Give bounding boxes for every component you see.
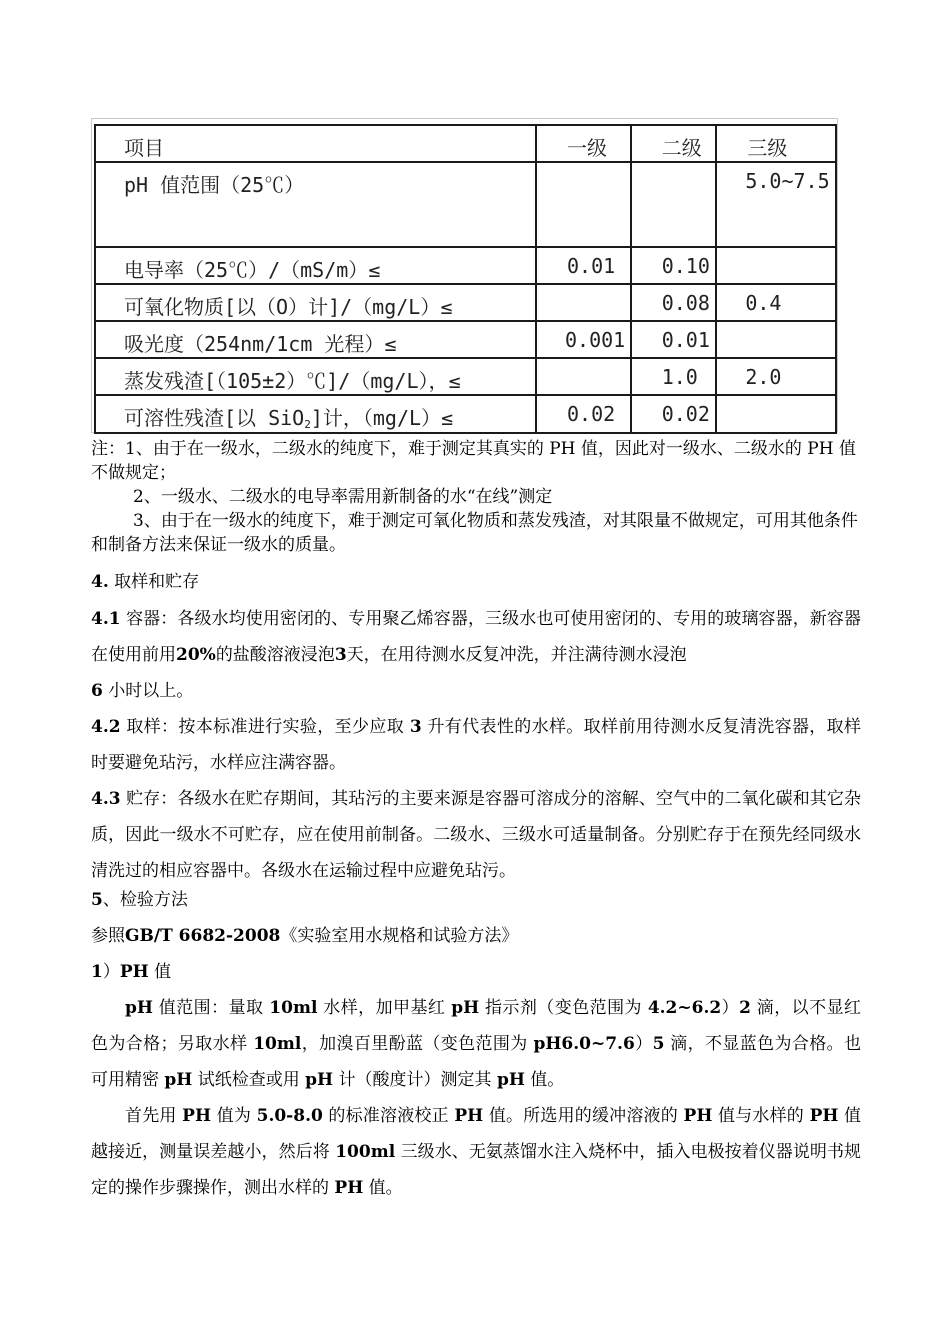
text-bold: pH — [451, 998, 480, 1018]
text-bold: PH — [182, 1106, 212, 1126]
table-notes — [91, 437, 861, 557]
text-bold: 5 — [652, 1034, 665, 1054]
note-1: 注：1、由于在一级水，二级水的纯度下，难于测定其真实的 PH 值，因此对一级水、二级水的 PH 值不做规定； — [91, 439, 856, 483]
note-3 — [91, 509, 861, 557]
text: 值。 — [524, 1070, 565, 1090]
row-grade1: 0.001 — [536, 321, 631, 358]
water-spec-table — [94, 124, 837, 434]
row-grade1: 0.02 — [536, 395, 631, 433]
row-item: 可氧化物质[以（O）计]/（mg/L）≤ — [95, 284, 536, 321]
text: 的盐酸溶液浸泡 — [215, 645, 335, 665]
header-grade2: 二级 — [631, 125, 717, 162]
section-5-heading — [91, 888, 188, 912]
subsection-1-heading — [91, 960, 171, 984]
text-bold: pH — [164, 1070, 193, 1090]
text: 参照 — [91, 926, 125, 946]
table-row — [95, 284, 836, 321]
row-grade2: 1.0 — [631, 358, 717, 395]
row-grade1 — [536, 162, 631, 247]
text-bold: 4.2~6.2 — [647, 998, 722, 1018]
text-bold: 6 — [91, 681, 103, 701]
text-bold: 3 — [334, 645, 347, 665]
row-item — [95, 395, 536, 433]
section-title: 取样和贮存 — [114, 572, 200, 592]
text-bold: PH — [683, 1106, 713, 1126]
table-row — [95, 358, 836, 395]
note-3-text: 3、由于在一级水的纯度下，难于测定可氧化物质和蒸发残渣，对其限量不做规定，可用其他条件和制备方法来保证一级水的质量。 — [91, 511, 858, 555]
text: 值。所选用的缓冲溶液的 — [483, 1106, 684, 1126]
text-bold: pH6.0~7.6 — [533, 1034, 635, 1054]
header-grade1: 一级 — [536, 125, 631, 162]
paragraph-number: 4.2 — [91, 717, 121, 737]
text: 三级水、无氨蒸馏水注入烧杯中，插入电极按着仪器说明书规定的操作步骤操作，测出水样的 — [91, 1142, 862, 1198]
text-bold: PH — [809, 1106, 839, 1126]
text-bold: 10ml — [269, 998, 318, 1018]
text-bold: 100ml — [335, 1142, 396, 1162]
row-grade1: 0.01 — [536, 247, 631, 284]
text-bold: pH — [496, 1070, 525, 1090]
table-row — [95, 247, 836, 284]
text: 值与水样的 — [712, 1106, 810, 1126]
header-grade3: 三级 — [716, 125, 836, 162]
row-grade3 — [716, 321, 836, 358]
text-bold: 3 — [409, 717, 422, 737]
row-grade2: 0.08 — [631, 284, 717, 321]
reference-line — [91, 924, 518, 948]
text: ） — [102, 962, 120, 982]
text: 滴，以不显红色为合格；另取水样 — [91, 998, 862, 1054]
water-spec-table-frame — [91, 118, 838, 433]
text-bold: PH — [119, 962, 149, 982]
text: 值 — [154, 962, 172, 982]
text: ） — [634, 1034, 653, 1054]
text-bold: 10ml — [253, 1034, 302, 1054]
text-bold: 20% — [176, 645, 216, 665]
row-grade2: 0.02 — [631, 395, 717, 433]
text: 《实验室用水规格和试验方法》 — [280, 926, 519, 946]
text: ，加溴百里酚蓝（变色范围为 — [301, 1034, 534, 1054]
row-item-part: 可溶性残渣[以 SiO — [124, 406, 305, 430]
ph-calibration-paragraph — [91, 1098, 861, 1206]
row-item: 吸光度（254nm/1cm 光程）≤ — [95, 321, 536, 358]
paragraph-4-3 — [91, 781, 861, 889]
section-title: 、检验方法 — [102, 890, 188, 910]
subsection-number: 1 — [91, 962, 103, 982]
paragraph-4-1 — [91, 601, 861, 709]
text: 水样，加甲基红 — [317, 998, 452, 1018]
row-grade3: 2.0 — [716, 358, 836, 395]
row-grade3: 5.0~7.5 — [716, 162, 836, 247]
text: 值为 — [211, 1106, 257, 1126]
paragraph-number: 4.3 — [91, 789, 121, 809]
row-grade1 — [536, 358, 631, 395]
text: ） — [721, 998, 740, 1018]
ph-range-paragraph — [91, 990, 861, 1098]
text: 计（酸度计）测定其 — [333, 1070, 497, 1090]
text: 试纸检查或用 — [192, 1070, 306, 1090]
text: 值范围：量取 — [152, 998, 270, 1018]
text: 滴，不显蓝色为合格。也可用精密 — [91, 1034, 862, 1090]
text-bold: pH — [305, 1070, 334, 1090]
row-grade1 — [536, 284, 631, 321]
paragraph-number: 4.1 — [91, 609, 121, 629]
text-bold: pH — [125, 998, 153, 1018]
text: 容器：各级水均使用密闭的、专用聚乙烯容器，三级水也可使用密闭的、专用的玻璃容器，新容器在使用前用 — [91, 609, 861, 665]
text: 值越接近，测量误差越小，然后将 — [91, 1106, 862, 1162]
row-item: pH 值范围（25℃） — [95, 162, 536, 247]
text-bold: PH — [334, 1178, 364, 1198]
section-number: 5 — [91, 890, 103, 910]
text-bold: PH — [454, 1106, 484, 1126]
text: 指示剂（变色范围为 — [479, 998, 648, 1018]
standard-code: GB/T 6682-2008 — [125, 926, 281, 946]
row-item-subscript: 2 — [304, 418, 311, 431]
row-item: 蒸发残渣[（105±2）℃]/（mg/L），≤ — [95, 358, 536, 395]
row-grade2: 0.10 — [631, 247, 717, 284]
text: 贮存：各级水在贮存期间，其玷污的主要来源是容器可溶成分的溶解、空气中的二氧化碳和其它杂质，因此一级水不可贮存，应在使用前制备。二级水、三级水可适量制备。分别贮存于在预先经同级水清洗过的相应容器中。各级水在运输过程中应避免玷污。 — [91, 789, 861, 881]
row-grade3 — [716, 247, 836, 284]
text: 升有代表性的水样。取样前用待测水反复清洗容器，取样时要避免玷污，水样应注满容器。 — [91, 717, 862, 773]
text: 天，在用待测水反复冲洗，并注满待测水浸泡 — [346, 645, 687, 665]
row-grade3: 0.4 — [716, 284, 836, 321]
table-header-row — [95, 125, 836, 162]
header-item: 项目 — [95, 125, 536, 162]
text-bold: 5.0-8.0 — [256, 1106, 323, 1126]
text: 首先用 — [125, 1106, 183, 1126]
note-2: 2、一级水、二级水的电导率需用新制备的水“在线”测定 — [133, 487, 553, 507]
table-row — [95, 321, 836, 358]
table-row — [95, 395, 836, 433]
paragraph-4-2 — [91, 709, 861, 781]
row-grade3 — [716, 395, 836, 433]
section-4-heading — [91, 570, 199, 594]
text: 取样：按本标准进行实验，至少应取 — [126, 717, 405, 737]
text-bold: 2 — [739, 998, 751, 1018]
text: 的标准溶液校正 — [322, 1106, 455, 1126]
text: 值。 — [363, 1178, 403, 1198]
table-row — [95, 162, 836, 247]
row-item-part: ]计，（mg/L）≤ — [310, 406, 454, 430]
row-item: 电导率（25℃）/（mS/m）≤ — [95, 247, 536, 284]
section-number: 4. — [91, 572, 109, 592]
text: 小时以上。 — [108, 681, 194, 701]
row-grade2: 0.01 — [631, 321, 717, 358]
row-grade2 — [631, 162, 717, 247]
